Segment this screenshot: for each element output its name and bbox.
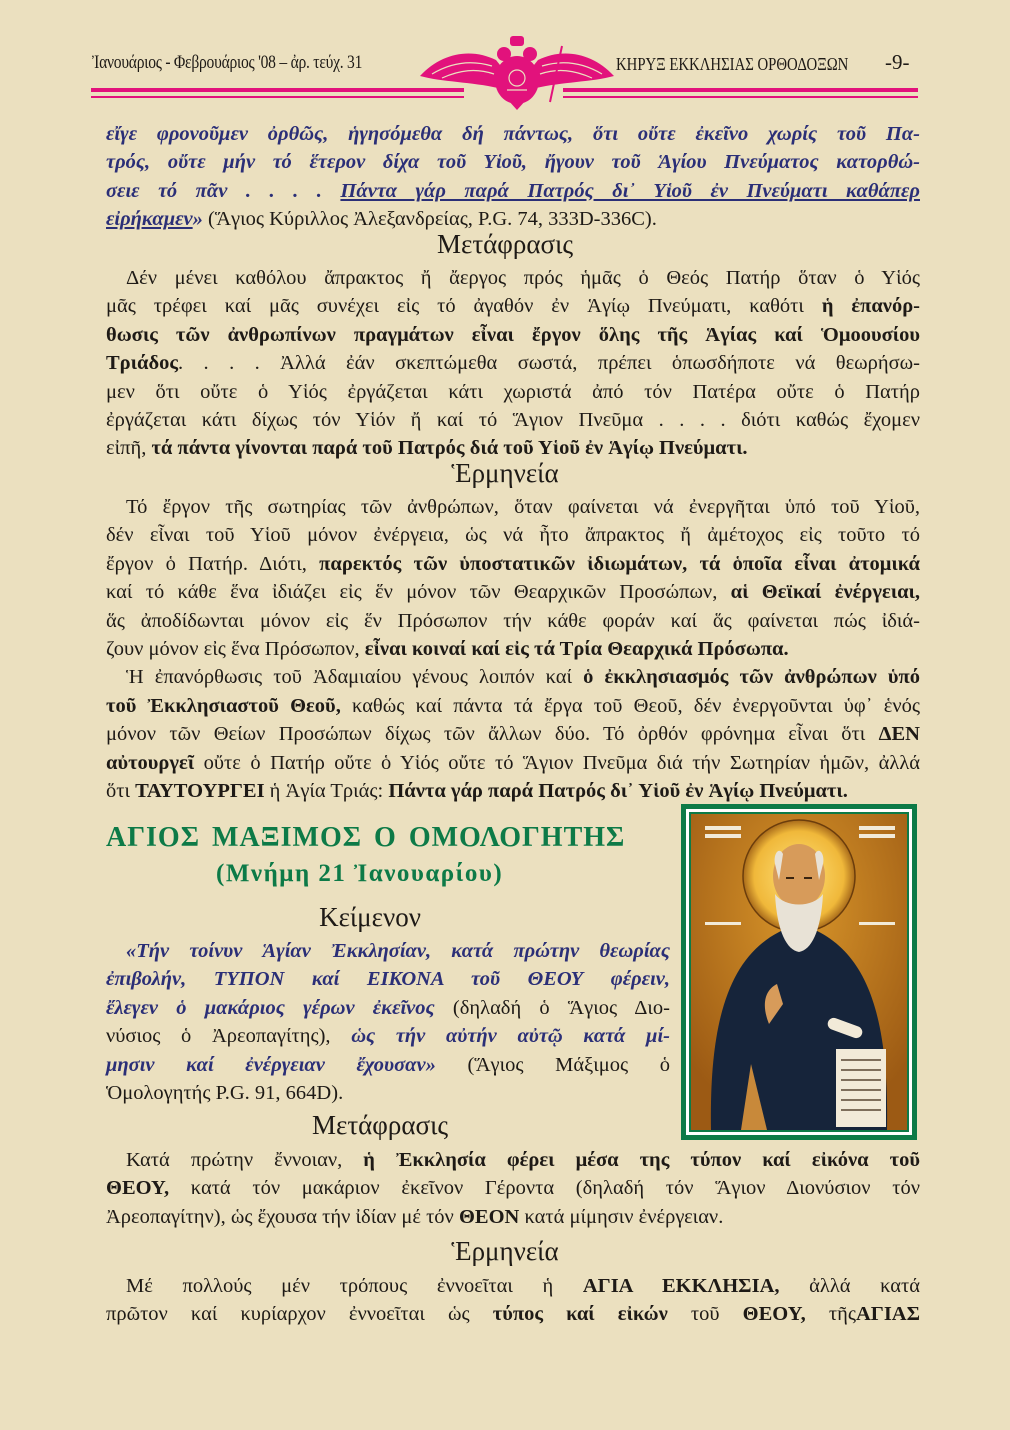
citation: (Ἅγιος Κύριλλος Ἀλεξανδρείας, P.G. 74, 333D-336C). [202, 208, 657, 231]
text-line [106, 321, 920, 349]
text-line: ἐργάζεται κάτι δίχως τόν Υἱόν ἤ καί τό Ἅγιον Πνεῦμα . . . . διότι καθώς ἔχομεν [106, 408, 920, 431]
text-line [106, 777, 920, 805]
bold-text: τύπος καί εἰκών [492, 1303, 668, 1326]
text: κατά τόν μακάριον ἐκεῖνον Γέροντα (δηλαδή τόν Ἅγιον Διονύσιον τόν [169, 1177, 920, 1200]
quote-text: μησιν καί ἐνέργειαν ἔχουσαν» [106, 1053, 436, 1076]
saint-maximus-icon [681, 804, 917, 1140]
text: μᾶς τρέφει καί μᾶς συνέχει εἰς τό ἀγαθόν ἐν Ἁγίῳ Πνεύματι, καθότι [106, 295, 822, 318]
translation-heading-2: Μετάφρασις [311, 1110, 449, 1140]
cyril-quote [106, 120, 920, 234]
quote-underlined: Πάντα γάρ παρά Πατρός δι᾽ Υἱοῦ ἐν Πνεύματι καθάπερ [340, 179, 920, 202]
bold-text: ΘΕΟΝ [458, 1205, 520, 1228]
bold-text: ΑΓΙΑ ΕΚΚΛΗΣΙΑ, [582, 1275, 780, 1297]
text: καί τό κάθε ἕνα ἰδιάζει εἰς ἕν μόνον τῶν Θεαρχικῶν Προσώπων, [106, 581, 731, 604]
text-line [106, 720, 920, 748]
text-line [106, 1300, 920, 1328]
quote-line [106, 177, 920, 205]
text-line [106, 292, 920, 320]
bold-text: ΔΕΝ [878, 723, 920, 746]
header-issue: Ἰανουάριος - Φεβρουάριος '08 – ἀρ. τεύχ. 31 [92, 52, 363, 73]
bold-text: ΤΑΥΤΟΥΡΓΕΙ [135, 779, 265, 802]
text: κατά μίμησιν ἐνέργειαν. [519, 1205, 724, 1228]
quote-line [106, 994, 670, 1022]
bold-text: αἱ Θεϊκαί ἐνέργειαι, [730, 581, 920, 604]
text: ἔργον ὁ Πατήρ. Διότι, [106, 552, 320, 575]
quote-text: ὡς τήν αὐτήν αὐτῷ κατά μί- [351, 1025, 670, 1048]
citation-line: Ὁμολογητής P.G. 91, 664D). [106, 1081, 344, 1104]
page-number: -9- [885, 50, 910, 74]
text-line: ἅς ἀποδίδωνται μόνον εἰς ἕν Πρόσωπον τήν κάθε φοράν καί ἅς φαίνεται πώς ἰδιά- [106, 609, 920, 632]
text-line [106, 749, 920, 777]
quote-line: τρός, οὔτε μήν τό ἕτερον δίχα τοῦ Υἱοῦ, ἤγουν τοῦ Ἁγίου Πνεύματος κατορθώ- [106, 151, 920, 174]
bold-text: ἡ ἐπανόρ- [821, 295, 920, 318]
bold-text: εἶναι κοιναί καί εἰς τά Τρία Θεαρχικά Πρόσωπα. [364, 637, 789, 660]
bold-text: ὁ ἐκκλησιασμός τῶν ἀνθρώπων ὑπό [583, 666, 920, 689]
text-line [106, 1272, 920, 1300]
text: ζουν μόνον εἰς ἕνα Πρόσωπον, [106, 637, 365, 660]
text-heading: Κείμενον [319, 902, 421, 932]
text-line [106, 1174, 920, 1202]
interpretation-paragraph [106, 493, 920, 805]
text: (δηλαδή ὁ Ἅγιος Διο- [434, 996, 670, 1019]
quote-line [106, 1051, 670, 1079]
saint-title: ΑΓΙΟΣ ΜΑΞΙΜΟΣ Ο ΟΜΟΛΟΓΗΤΗΣ [106, 822, 626, 853]
quote-text: ἔλεγεν ὁ μακάριος γέρων ἐκεῖνος [106, 996, 435, 1019]
quote-line [106, 1022, 670, 1050]
text-line [106, 663, 920, 691]
translation-paragraph [106, 264, 920, 463]
quote-close: » [192, 208, 203, 231]
bold-text: Πάντα γάρ παρά Πατρός δι᾽ Υἱοῦ ἐν Ἁγίῳ Πνεύματι. [388, 779, 848, 802]
text: εἰπῆ, [106, 437, 152, 460]
text-line: Τό ἔργον τῆς σωτηρίας τῶν ἀνθρώπων, ὅταν φαίνεται νά ἐνεργῆται ὑπό τοῦ Υἱοῦ, [126, 496, 920, 518]
text-line [106, 1203, 920, 1231]
header-rule-right [563, 88, 918, 92]
text-line [106, 1146, 920, 1174]
quote-line: εἴγε φρονοῦμεν ὀρθῶς, ἡγησόμεθα δή πάντως, ὅτι οὔτε ἐκεῖνο χωρίς τοῦ Πα- [106, 123, 920, 145]
text: ἀλλά κατά [779, 1275, 921, 1297]
text: νύσιος ὁ Ἀρεοπαγίτης), [106, 1025, 352, 1048]
bold-text: τά πάντα γίνονται παρά τοῦ Πατρός διά τοῦ Υἱοῦ ἐν Ἁγίῳ Πνεύματι. [151, 437, 748, 460]
text: ὅτι [106, 779, 136, 802]
bold-text: Τριάδος [106, 352, 178, 375]
text-line [106, 635, 920, 663]
text-line: Δέν μένει καθόλου ἄπρακτος ἤ ἄεργος πρός ἡμᾶς ὁ Θεός Πατήρ ὅταν ὁ Υἱός [126, 267, 920, 289]
bold-text: ΘΕΟΥ, [106, 1177, 170, 1200]
quote-line: ἐπιβολήν, ΤΥΠΟΝ καί ΕΙΚΟΝΑ τοῦ ΘΕΟΥ φέρειν, [106, 968, 670, 991]
bold-text: ΑΓΙΑΣ [855, 1303, 921, 1326]
saint-feast-date: (Μνήμη 21 Ἰανουαρίου) [216, 860, 504, 887]
interpretation-heading: Ἑρμηνεία [451, 458, 559, 488]
bold-text: ΘΕΟΥ, [742, 1303, 806, 1326]
text: Ἡ ἐπανόρθωσις τοῦ Ἀδαμιαίου γένους λοιπόν καί [126, 666, 584, 689]
text: καθώς καί πάντα τά ἔργα τοῦ Θεοῦ, δέν ἐνεργοῦνται ὑφ᾽ ἑνός [340, 694, 920, 717]
text: . . . . Ἀλλά ἐάν σκεπτώμεθα σωστά, πρέπει ὁπωσδήποτε νά θεωρήσω- [177, 352, 920, 375]
text: Ἀρεοπαγίτην), ὡς ἔχουσα τήν ἰδίαν μέ τόν [106, 1205, 459, 1228]
text: μόνον τῶν Θείων Προσώπων δίχως τῶν ἄλλων δύο. Τό ὀρθόν φρόνημα εἶναι ὅτι [106, 723, 879, 746]
translation-heading: Μετάφρασις [436, 229, 574, 259]
text: τοῦ [667, 1303, 743, 1326]
text-line [106, 349, 920, 377]
text-line: μεν ὅτι οὔτε ὁ Υἱός ἐργάζεται κάτι χωριστά ἀπό τόν Πατέρα οὔτε ὁ Πατήρ [106, 380, 920, 403]
text-line [106, 550, 920, 578]
text: ἡ Ἁγία Τριάς: [264, 779, 389, 802]
text-line [106, 692, 920, 720]
double-headed-eagle-icon [412, 30, 622, 110]
text: Κατά πρώτην ἔννοιαν, [126, 1149, 364, 1171]
icon-painting [691, 814, 907, 1130]
header-rule-right-thin [563, 96, 918, 98]
header-rule-left [91, 88, 464, 92]
text: πρῶτον καί κυρίαρχον ἐννοεῖται ὡς [106, 1303, 493, 1326]
bold-text: παρεκτός τῶν ὑποστατικῶν ἰδιωμάτων, τά ὁποῖα εἶναι ἀτομικά [319, 552, 920, 575]
text: Μέ πολλούς μέν τρόπους ἐννοεῖται ἡ [126, 1275, 583, 1297]
quote-underlined: εἰρήκαμεν [106, 208, 193, 231]
bold-text: αὐτουργεῖ [106, 751, 195, 774]
citation: (Ἅγιος Μάξιμος ὁ [435, 1053, 671, 1076]
text-line: δέν εἶναι τοῦ Υἱοῦ μόνον ἐνέργεια, ὡς νά ἦτο ἄπρακτος ἤ ἀμέτοχος εἰς τοῦτο τό [106, 524, 920, 547]
maximus-quote [106, 937, 670, 1107]
quote-text: σειε τό πᾶν . . . . [106, 179, 341, 202]
header-rule-left-thin [91, 96, 464, 98]
bold-text: ἡ Ἐκκλησία φέρει μέσα της τύπον καί εἰκόνα τοῦ [363, 1149, 920, 1171]
bold-text: θωσις τῶν ἀνθρωπίνων πραγμάτων εἶναι ἔργον ὅλης τῆς Ἁγίας καί Ὁμοουσίου [106, 323, 920, 346]
interpretation-paragraph-2 [106, 1272, 920, 1329]
text-line [106, 578, 920, 606]
translation-paragraph-2 [106, 1146, 920, 1231]
quote-line: «Τήν τοίνυν Ἁγίαν Ἐκκλησίαν, κατά πρώτην θεωρίας [126, 940, 670, 962]
interpretation-heading-2: Ἑρμηνεία [451, 1236, 559, 1266]
text: οὔτε ὁ Πατήρ οὔτε ὁ Υἱός οὔτε τό Ἅγιον Πνεῦμα διά τήν Σωτηρίαν ἡμῶν, ἀλλά [194, 751, 920, 774]
header-publication-title: ΚΗΡΥΞ ΕΚΚΛΗΣΙΑΣ ΟΡΘΟΔΟΞΩΝ [616, 54, 849, 74]
bold-text: τοῦ Ἐκκλησιαστοῦ Θεοῦ, [106, 694, 341, 717]
text: τῆς [805, 1303, 856, 1326]
